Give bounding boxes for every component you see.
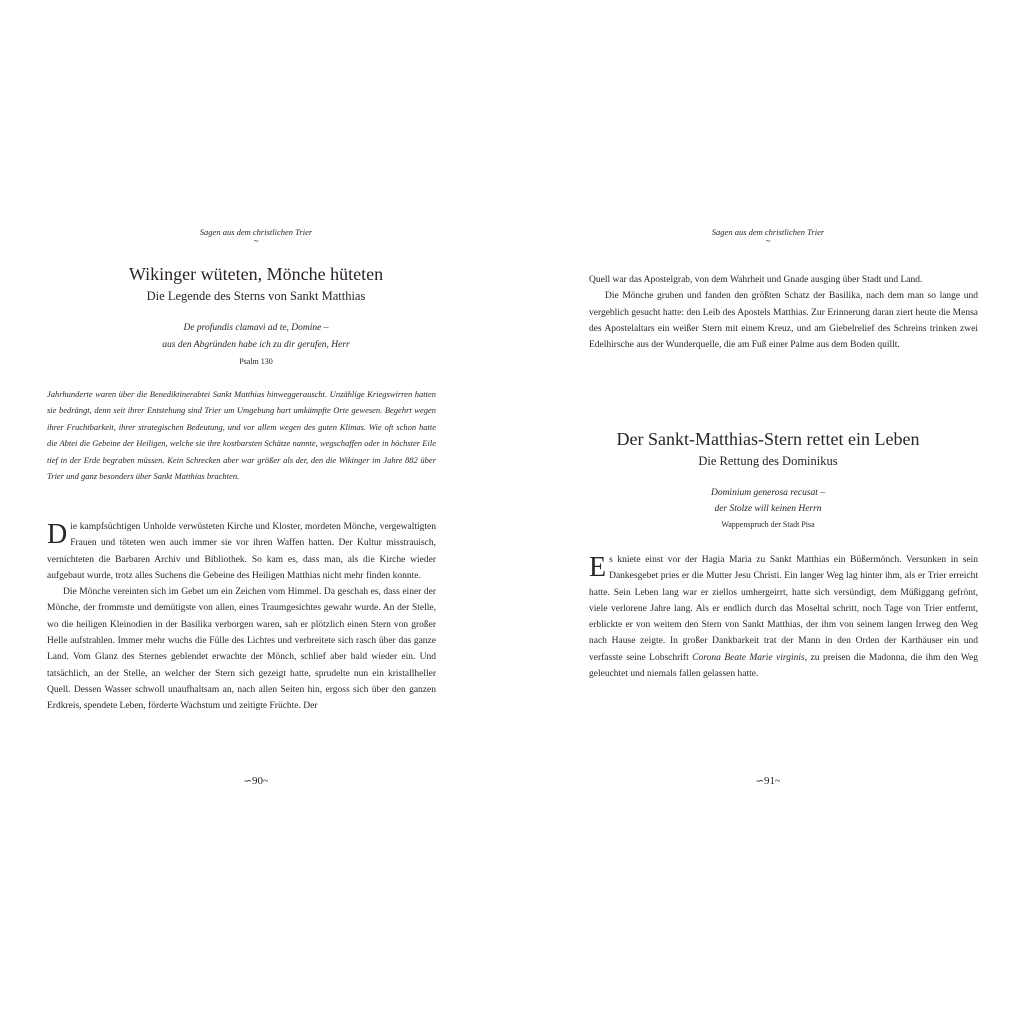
running-head <box>0 227 512 245</box>
drop-cap: E <box>589 552 607 583</box>
folio-number: 90 <box>251 775 263 787</box>
paragraph <box>47 519 436 584</box>
intro-paragraph: Jahrhunderte waren über die Benediktinerabtei Sankt Matthias hinweggerauscht. Unzählige Kriegswirren hatten sie bedrängt, denn seit ihrer Entstehung sind Trier um Umgebung hart umkämpfte Orte gewesen. Begehrt wegen ihrer Fruchtbarkeit, ihrer strategischen Bedeutung, und vor allem wegen des guten Klimas. Wie oft schon hatte die Abtei die Gebeine der Heiligen, welche sie ihre kostbarsten Schätze nannte, wegschaffen oder in höchster Eile tief in der Erde begraben müssen. Kein Schrecken aber war größer als der, den die Wikinger im Jahre 882 über Trier und ganz besonders über Sankt Matthias brachten. <box>47 389 436 482</box>
work-title: Corona Beate Marie virginis <box>692 652 805 663</box>
paragraph <box>589 552 978 682</box>
motto-line-2: der Stolze will keinen Herrn <box>714 504 822 514</box>
paragraph: Die Mönche gruben und fanden den größten Schatz der Basilika, nach dem man so lange und vergeblich gesucht hatte: den Leib des Apostels Matthias. Zur Erinnerung daran ziert heute die Mensa des Apostelaltars ein weißer Stern mit einem Kreuz, und am Giebelrelief des Schreins trinken zwei Edelhirsche aus der Wunderquelle, die am Fuß einer Palme aus dem Boden quillt. <box>589 291 978 351</box>
motto-line-1: De profundis clamavi ad te, Domine – <box>183 323 329 333</box>
body-text <box>589 552 978 682</box>
motto-source: Wappenspruch der Stadt Pisa <box>721 520 815 529</box>
chapter-title: Wikinger wüteten, Mönche hüteten <box>128 264 384 284</box>
motto-line-1: Dominium generosa recusat – <box>710 488 826 498</box>
folio-ornament-right: ~ <box>774 776 781 787</box>
folio-number: 91 <box>763 775 775 787</box>
ornament-tilde: ~ <box>253 236 259 246</box>
folio-ornament-left: ∽ <box>755 776 764 787</box>
running-head <box>512 227 1024 245</box>
chapter-subtitle: Die Rettung des Dominikus <box>698 454 838 468</box>
motto-line-2: aus den Abgründen habe ich zu dir gerufen, Herr <box>162 340 350 350</box>
page-number <box>0 774 512 789</box>
folio-ornament-left: ∽ <box>243 776 252 787</box>
motto-source: Psalm 130 <box>239 357 273 366</box>
drop-cap: D <box>47 519 68 550</box>
right-page <box>512 0 1024 1024</box>
folio-ornament-right: ~ <box>262 776 269 787</box>
paragraph: Quell war das Apostelgrab, von dem Wahrheit und Gnade ausging über Stadt und Land. <box>589 275 923 285</box>
chapter-subtitle: Die Legende des Sterns von Sankt Matthias <box>146 289 366 303</box>
running-head-text: Sagen aus dem christlichen Trier <box>199 227 313 237</box>
ornament-tilde: ~ <box>765 236 771 246</box>
body-text-continued <box>589 272 978 353</box>
paragraph-text: ie kampfsüchtigen Unholde verwüsteten Kirche und Kloster, mordeten Mönche, vergewaltigten Frauen und töteten wen auch immer sie vor ihren Waffen hatten. Der Kultur misstrauisch, vernichteten die Barbaren Archiv und Bibliothek. So kam es, dass man, als die Kirche wieder aufgebaut wurde, trotz alles Suchens die Gebeine des Heiligen Matthias nicht mehr finden konnte. <box>47 522 436 581</box>
chapter-title: Der Sankt-Matthias-Stern rettet ein Leben <box>616 429 920 449</box>
paragraph-text: s kniete einst vor der Hagia Maria zu Sankt Matthias ein Büßermönch. Versunken in sein Dankesgebet pries er die Mutter Jesu Christi. Ein langer Weg lag hinter ihm, als er Trier erreicht hatte. Sein Leben lang war er ziellos umhergeirrt, hatte sich versündigt, dem Müßiggang gefrönt, viele verlorene Jahre lang. Als er endlich durch das Moseltal schritt, noch Tage von Trier entfernt, erblickte er von weitem den Stern von Sankt Matthias, der ihm von seinem langen Irrweg den Weg nach Hause zeigte. In großer Dankbarkeit trat der Mann in den Orden der Karthäuser ein und verfasste seine Lobschrift <box>589 555 978 663</box>
paragraph-text-end: , zu preisen die Madonna, die ihm den Weg geleuchtet und niemals fallen gelassen hatte. <box>589 652 979 680</box>
body-text <box>47 519 436 715</box>
page-number <box>512 774 1024 789</box>
running-head-text: Sagen aus dem christlichen Trier <box>711 227 825 237</box>
paragraph: Die Mönche vereinten sich im Gebet um ein Zeichen vom Himmel. Da geschah es, dass einer der Mönche, der frommste und demütigste von allen, eines Traumgesichtes gewahr wurde. An der Stelle, wo die heiligen Kleinodien in der Basilika verborgen waren, sah er plötzlich einen Stern von großer Helle aufstrahlen. Immer mehr wuchs die Fülle des Lichtes und verbreitete sich rasch über das ganze Land. Vom Glanz des Sternes geblendet erwachte der Mönch, schlief aber bald wieder ein. Und tatsächlich, an der Stelle, an welcher der Stern sich gezeigt hatte, sprudelte nun ein kristallheller Quell. Dessen Wasser schwoll unaufhaltsam an, nach allen Seiten hin, ergoss sich über den ganzen Erdkreis, spendete Leben, förderte Wachstum und zeitigte Früchte. Der <box>47 587 436 712</box>
